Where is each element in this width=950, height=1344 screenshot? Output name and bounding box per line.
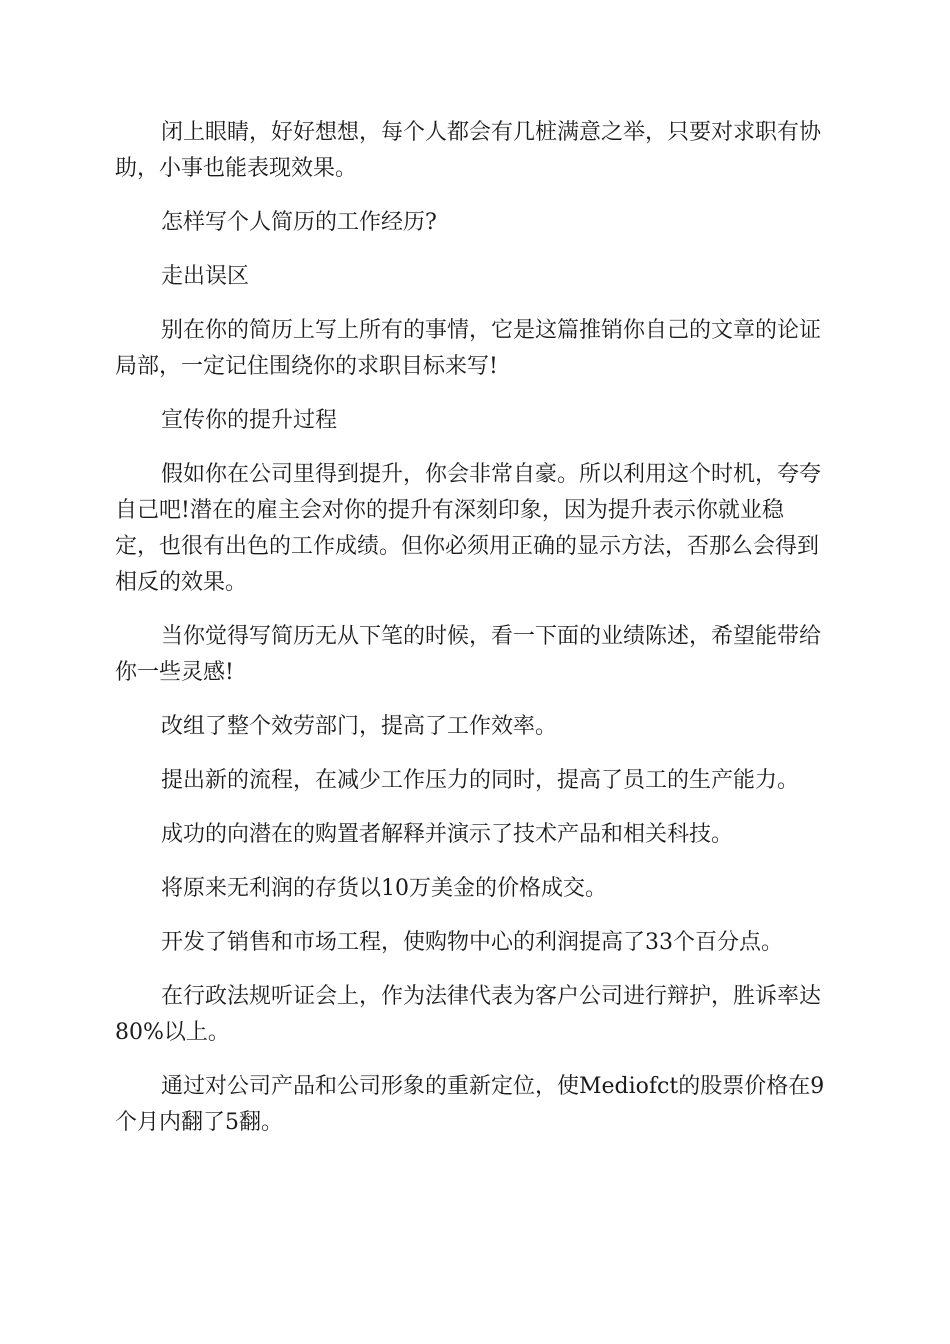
paragraph [115,205,835,241]
paragraph [115,115,835,187]
paragraph [115,403,835,439]
text-line: 当你觉得写简历无从下笔的时候，看一下面的业绩陈述，希望能带给 [161,624,822,649]
text-line: 假如你在公司里得到提升，你会非常自豪。所以利用这个时机，夸夸 [161,462,822,487]
paragraph [115,925,835,961]
text-line: 别在你的简历上写上所有的事情，它是这篇推销你自己的文章的论证 [161,318,822,343]
document-page [115,115,835,1159]
text-line: 走出误区 [161,264,250,289]
paragraph [115,457,835,601]
paragraph [115,763,835,799]
paragraph [115,313,835,385]
text-line: 定，也很有出色的工作成绩。但你必须用正确的显示方法，否那么会得到 [115,534,820,559]
text-line: 局部，一定记住围绕你的求职目标来写! [115,354,498,379]
text-line: 改组了整个效劳部门，提高了工作效率。 [161,714,558,739]
paragraph [115,259,835,295]
paragraph [115,817,835,853]
text-line: 在行政法规听证会上，作为法律代表为客户公司进行辩护，胜诉率达 [161,984,822,1009]
text-line: 宣传你的提升过程 [161,408,338,433]
text-line: 成功的向潜在的购置者解释并演示了技术产品和相关科技。 [161,822,734,847]
paragraph [115,871,835,907]
text-line: 个月内翻了5翻。 [115,1110,283,1135]
text-line: 提出新的流程，在减少工作压力的同时，提高了员工的生产能力。 [161,768,800,793]
text-line: 相反的效果。 [115,570,248,595]
text-line: 通过对公司产品和公司形象的重新定位，使Mediofct的股票价格在9 [161,1074,825,1099]
paragraph [115,619,835,691]
text-line: 闭上眼睛，好好想想，每个人都会有几桩满意之举，只要对求职有协 [161,120,822,145]
paragraph [115,709,835,745]
text-line: 80%以上。 [115,1020,230,1045]
paragraph [115,1069,835,1141]
text-line: 开发了销售和市场工程，使购物中心的利润提高了33个百分点。 [161,930,783,955]
text-line: 将原来无利润的存货以10万美金的价格成交。 [161,876,607,901]
text-line: 你一些灵感! [115,660,234,685]
paragraph [115,979,835,1051]
text-line: 怎样写个人简历的工作经历? [161,210,437,235]
text-line: 自己吧!潜在的雇主会对你的提升有深刻印象，因为提升表示你就业稳 [115,498,784,523]
text-line: 助，小事也能表现效果。 [115,156,358,181]
